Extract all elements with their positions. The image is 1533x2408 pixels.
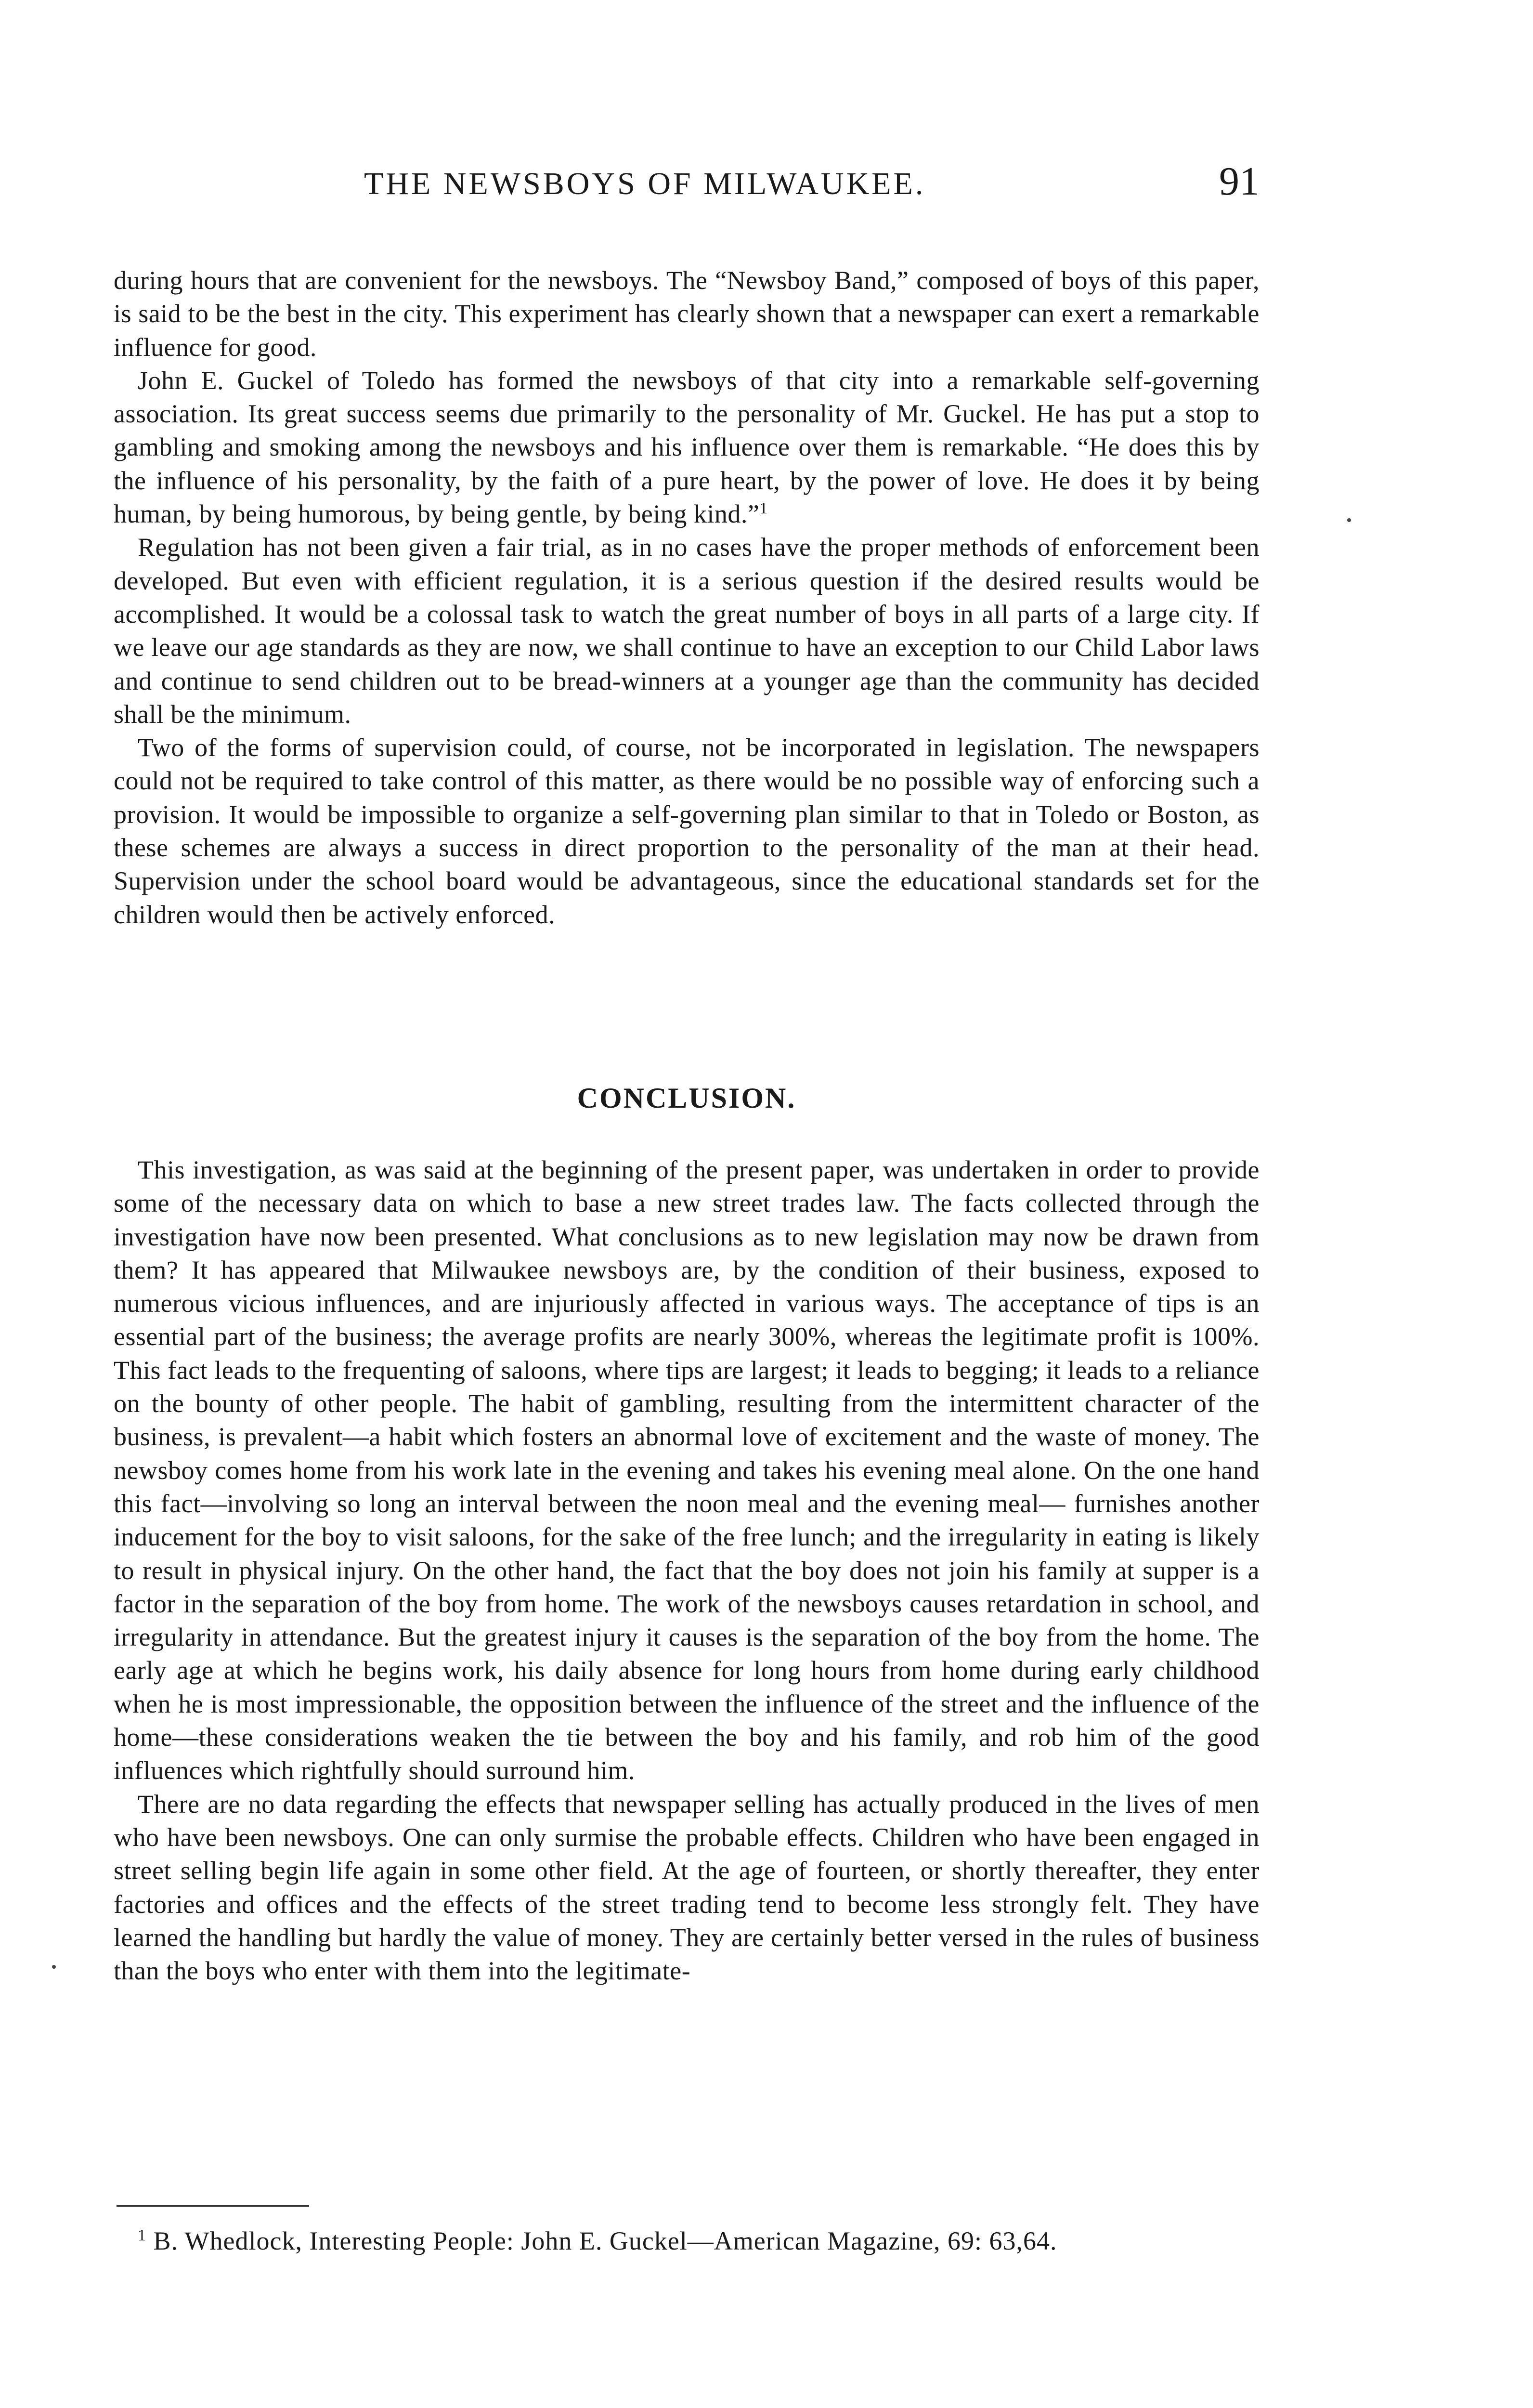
section-heading-conclusion: CONCLUSION. [577,1082,796,1114]
paragraph: There are no data regarding the effects that newspaper selling has actually produced in the lives of men who have been newsboys. One can only surmise the probable effects. Children who have been engaged in street selling begin life again in some other field. At the age of fourteen, or shortly thereafter, they enter factories and offices and the effects of the street trading tend to become less strongly felt. They have learned the handling but hardly the value of money. They are certainly better versed in the rules of business than the boys who enter with them into the legitimate- [114,1789,1260,1986]
footnote-divider [117,2205,309,2207]
body-section-supervision [114,264,1260,931]
paragraph: John E. Guckel of Toledo has formed the newsboys of that city into a remarkable self-governing association. Its great success seems due primarily to the personality of Mr. Guckel. He has put a stop to gambling and smoking among the newsboys and his influence over them is remarkable. “He does this by the influence of his personality, by the faith of a pure heart, by the power of love. He does it by being human, by being humorous, by being gentle, by being kind.”$^1$ [114,366,1260,529]
paragraph: Two of the forms of supervision could, of course, not be incorporated in legislation. The newspapers could not be required to take control of this matter, as there would be no possible way of enforcing such a provision. It would be impossible to organize a self-governing plan similar to that in Toledo or Boston, as these schemes are always a success in direct proportion to the personality of the man at their head. Supervision under the school board would be advantageous, since the educational standards set for the children would then be actively enforced. [114,733,1260,929]
paragraph: This investigation, as was said at the beginning of the present paper, was undertaken in order to provide some of the necessary data on which to base a new street trades law. The facts collected through the investigation have now been presented. What conclusions as to new legislation may now be drawn from them? It has appeared that Milwaukee newsboys are, by the condition of their business, exposed to numerous vicious influences, and are injuriously affected in various ways. The acceptance of tips is an essential part of the business; the average profits are nearly 300%, whereas the legitimate profit is 100%. This fact leads to the frequenting of saloons, where tips are largest; it leads to begging; it leads to a reliance on the bounty of other people. The habit of gambling, resulting from the intermittent character of the business, is prevalent—a habit which fosters an abnormal love of excitement and the waste of money. The newsboy comes home from his work late in the evening and takes his evening meal alone. On the one hand this fact—involving so long an interval between the noon meal and the evening meal— furnishes another inducement for the boy to visit saloons, for the sake of the free lunch; and the irregularity in eating is likely to result in physical injury. On the other hand, the fact that the boy does not join his family at supper is a factor in the separation of the boy from home. The work of the newsboys causes retardation in school, and irregularity in attendance. But the greatest injury it causes is the separation of the boy from the home. The early age at which he begins work, his daily absence for long hours from home during early childhood when he is most impressionable, the opposition between the influence of the street and the influence of the home—these considerations weaken the tie between the boy and his family, and rob him of the good influences which rightfully should surround him. [114,1155,1260,1785]
body-section-conclusion [114,1153,1260,1988]
footnote-text: B. Whedlock, Interesting People: John E. Guckel—American Magazine, 69: 63,64. [153,2226,1057,2255]
scan-speck [52,1965,56,1969]
page-number: 91 [1219,159,1260,204]
footnote-reference: 1 [759,499,768,518]
running-head [114,154,1260,212]
paragraph: during hours that are convenient for the newsboys. The “Newsboy Band,” composed of boys of this paper, is said to be the best in the city. This experiment has clearly shown that a newspaper can exert a remarkable influence for good. [114,266,1260,362]
scan-speck [1347,518,1351,522]
paragraph: Regulation has not been given a fair trial, as in no cases have the proper methods of enforcement been developed. But even with efficient regulation, it is a serious question if the desired results would be accomplished. It would be a colossal task to watch the great number of boys in all parts of a large city. If we leave our age standards as they are now, we shall continue to have an exception to our Child Labor laws and continue to send children out to be bread-winners at a younger age than the community has decided shall be the minimum. [114,533,1260,729]
footnote-marker: 1 [138,2226,146,2244]
running-title: THE NEWSBOYS OF MILWAUKEE. [364,166,926,201]
footnote [138,2225,1245,2257]
